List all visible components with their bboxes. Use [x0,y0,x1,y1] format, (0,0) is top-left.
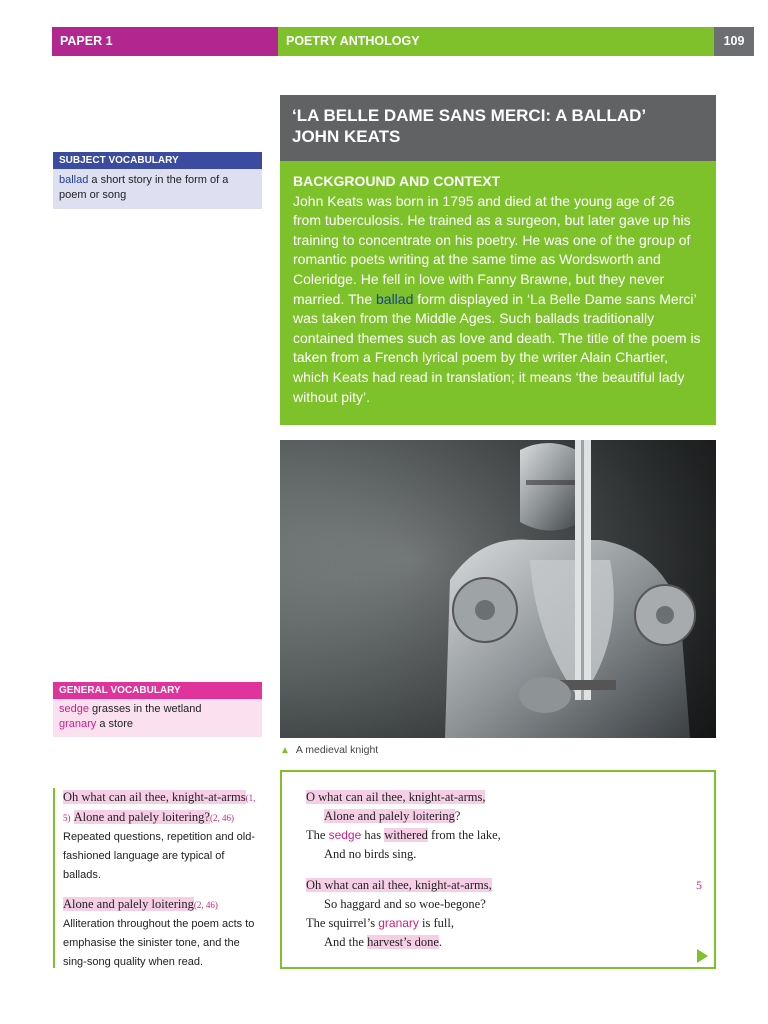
knight-illustration [280,440,716,738]
poem-highlight: harvest’s done [367,935,439,949]
annotation-quote: Alone and palely loitering? [73,810,210,824]
poem-line: And no birds sing. [324,847,417,861]
line-number: 5 [696,878,702,892]
poem-text: . [438,935,443,949]
header-section-label: POETRY ANTHOLOGY [278,27,714,56]
general-vocabulary-heading: GENERAL VOCABULARY [53,682,262,699]
context-text-start: John Keats was born in 1795 and died at the young age of 26 from tuberculosis. He trained as a surgeon, but later gave up his training to concentrate on his poetry. He was one of the group of romantic poets writing at the same time as Wordsworth and Coleridge. He fell in love with Fanny Brawne, but they never married. The [293,192,691,307]
poem-text: And the [324,935,368,949]
subject-vocabulary-definition: a short story in the form of a poem or song [59,174,229,201]
poem-line [306,933,714,952]
annotation-note: Alliteration throughout the poem acts to emphasise the sinister tone, and the sing-song quality when read. [63,918,255,968]
poem-highlight: withered [384,828,428,842]
annotation-quote: Oh what can ail thee, knight-at-arms [63,790,246,804]
poem-line-text: Alone and palely loitering [324,809,455,823]
vocab-word-sedge: sedge [328,828,362,842]
vocab-definition: grasses in the wetland [88,703,202,715]
annotations-column [53,788,263,968]
poem-line [306,826,714,845]
context-ballad-term: ballad [376,290,414,307]
line-reference: (1, 5) [63,793,256,823]
poem-title-box [280,95,716,161]
image-caption [280,744,378,756]
background-context-box [280,161,716,425]
annotation-2 [63,895,263,972]
vocab-term-sedge: sedge [59,703,89,715]
poem-punctuation: ? [454,809,461,823]
annotation-1 [63,788,263,885]
subject-vocabulary-term: ballad [59,174,89,186]
poem-text: The squirrel’s [306,916,379,930]
poem-line [306,876,714,895]
poem-text: has [361,828,385,842]
annotation-note: Repeated questions, repetition and old-fashioned language are typical of ballads. [63,831,256,881]
page-number: 109 [714,27,754,56]
triangle-up-icon: ▲ [280,745,290,756]
caption-text: A medieval knight [295,744,379,756]
poem-text: is full, [418,916,454,930]
poem-extract-box [280,770,716,969]
context-text-end: form displayed in ‘La Belle Dame sans Merci’ was taken from the Middle Ages. Such ballads traditionally contained themes such as love and death. The title of the poem is taken from a French lyrical poem by the writer Alain Chartier, which Keats had read in translation; it means ‘the beautiful lady without pity’. [293,290,701,405]
poem-line [306,807,714,826]
line-reference: (2, 46) [193,900,218,910]
next-page-arrow-icon[interactable] [697,949,708,963]
vocab-term-granary: granary [59,718,97,730]
line-reference: (2, 46) [209,813,234,823]
subject-vocabulary-body [53,169,262,209]
subject-vocabulary-heading: SUBJECT VOCABULARY [53,152,262,169]
knight-image [280,440,716,738]
context-heading: BACKGROUND AND CONTEXT [293,173,501,189]
poem-text: from the lake, [427,828,501,842]
poem-text: The [306,828,329,842]
general-vocabulary-body [53,699,262,737]
poem-line-text: O what can ail thee, knight-at-arms, [306,790,486,804]
poem-line-text: Oh what can ail thee, knight-at-arms, [306,878,492,892]
poem-line [306,914,714,933]
general-vocabulary-item [59,717,256,732]
poem-line: So haggard and so woe-begone? [324,897,486,911]
annotation-quote: Alone and palely loitering [63,897,194,911]
header-paper-label: PAPER 1 [52,27,278,56]
general-vocabulary-item [59,702,256,717]
poem-author: JOHN KEATS [292,127,401,146]
poem-line [306,788,714,807]
poem-title: ‘LA BELLE DAME SANS MERCI: A BALLAD’ [292,106,647,125]
vocab-word-granary: granary [378,916,419,930]
vocab-definition: a store [96,718,133,730]
